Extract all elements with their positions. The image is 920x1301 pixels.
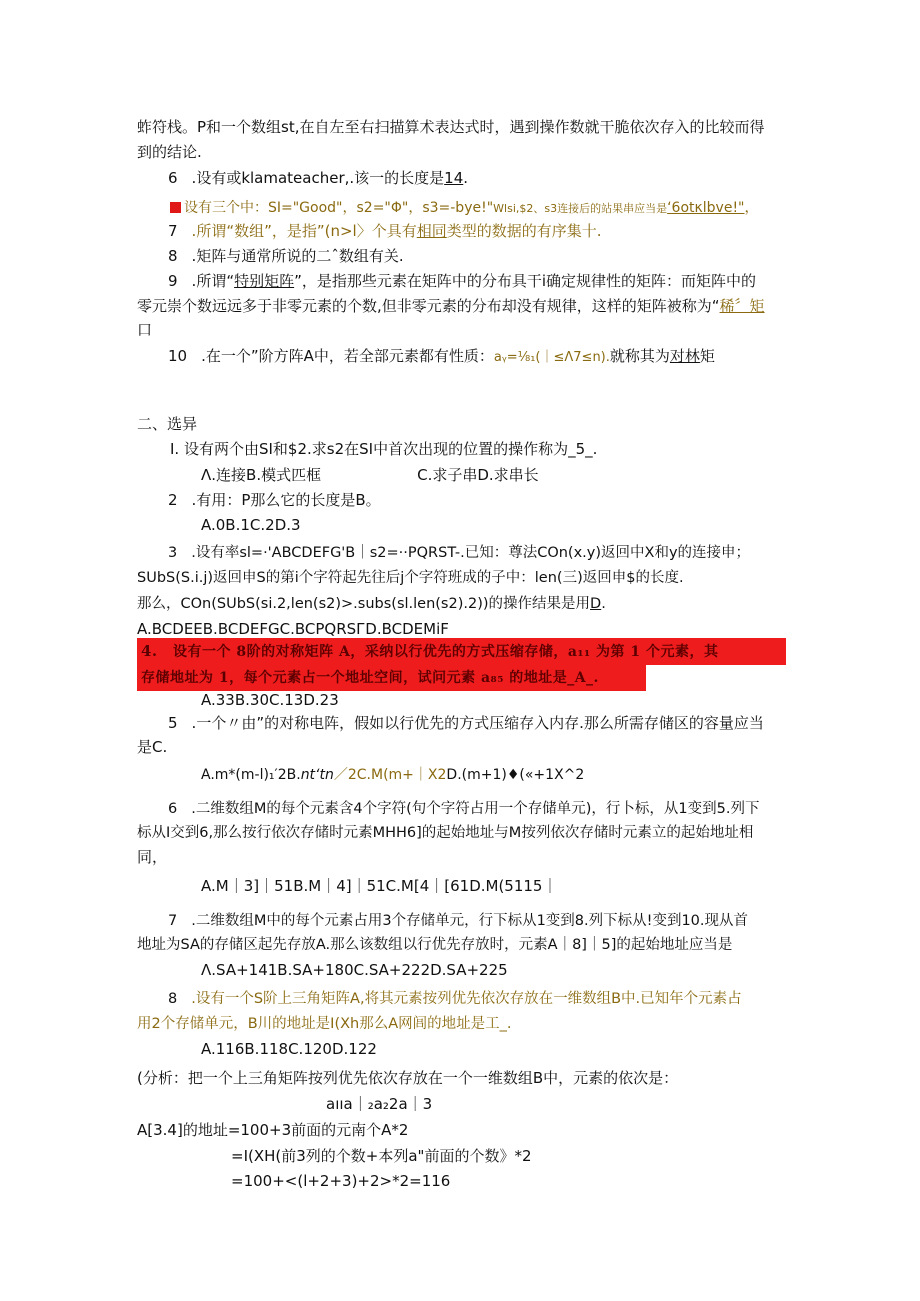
question-text: .有用：P那么它的长度是B。 <box>191 491 381 509</box>
question-text-cont: ”，是指那些元素在矩阵中的分布具干i确定规律性的矩阵：而矩阵中的 <box>294 272 757 290</box>
question-number: 4. <box>141 642 158 660</box>
question-tail: ， <box>744 200 759 216</box>
analysis-sequence: aııa｜₂a₂2a｜3 <box>326 1095 433 1113</box>
question-text: .所谓“ <box>191 272 235 290</box>
question-text: .在一个”阶方阵A中，若全部元素都有性质： <box>201 347 494 365</box>
question-number: 2 <box>168 491 178 509</box>
question-text: .一个〃由”的对称电阵，假如以行优先的方式压缩存入内存.那么所需存储区的容量应当 <box>191 714 764 732</box>
analysis-line1: (分析：把一个上三角矩阵按列优先依次存放在一个一维数组B中，元素的依次是： <box>137 1069 679 1087</box>
answer-blank: 14 <box>444 169 464 187</box>
choice-question-8-line2: 用2个存储单元，B川的地址是I(Xh那么A网闾的地址是工_. <box>137 1016 512 1032</box>
choice-question-7-options: Λ.SA+141B.SA+180C.SA+222D.SA+225 <box>201 961 508 979</box>
highlighted-question-4-line1 <box>137 638 786 665</box>
fill-question-9 <box>168 271 756 291</box>
option-d: D.(m+1)♦(«+1X^2 <box>446 767 585 783</box>
choice-question-7-line2: 地址为SA的存储区起先存放A.那么该数组以行优先存放时，元素A｜8]｜5]的起始地址应当是 <box>137 937 733 953</box>
option-a: A.m*(m-l)₁′2B. <box>201 767 301 783</box>
question-text-mid: Wlsi,$2、s3连接后的站果串应当是 <box>493 202 668 215</box>
choice-question-3-line2: SUbS(S.i.j)返回申S的第i个字符起先往后j个字符班成的子中：len(三)返回申$的长度. <box>137 570 684 586</box>
choice-question-8 <box>168 989 742 1009</box>
question-text: .矩阵与通常所说的二ˆ数组有关. <box>191 247 404 265</box>
answer-blank: 稀〞矩 <box>719 297 765 315</box>
question-text: 那么，COn(SUbS(si.2,len(s2)>.subs(sl.len(s2).2))的操作结果是用 <box>137 596 591 612</box>
choice-question-6-options: A.M｜3]｜51B.M｜4]｜51C.M[4｜[61D.M(5115｜ <box>201 877 558 895</box>
question-text: .所谓“数组”，是指”(n>l〉个具有 <box>191 222 417 240</box>
fill-question-7 <box>168 221 602 241</box>
choice-question-3-options: A.BCDEEB.BCDEFGC.BCPQRSГD.BCDEMiF <box>137 620 449 638</box>
question-number: 7 <box>168 222 178 240</box>
question-text: .设有一个S阶上三角矩阵A,将其元素按列优先依次存放在一维数组B中.已知年个元素占 <box>191 991 742 1007</box>
choice-question-5-options <box>201 765 584 785</box>
options-part1: Λ.连接B.模式匹框 <box>201 466 322 484</box>
options-part2: C.求子串D.求串长 <box>417 466 539 484</box>
choice-question-5 <box>168 713 764 733</box>
fill-question-9-line2 <box>137 296 765 316</box>
choice-question-6-line3: 同， <box>137 848 168 866</box>
question-text: 零元崇个数远远多于非零元素的个数,但非零元素的分布却没有规律，这样的矩阵被称为“ <box>137 297 720 315</box>
question-text: 设有三个中：SI="Good"，s2="Φ"，s3=-bye!" <box>184 200 494 216</box>
question-number: 8 <box>168 991 178 1007</box>
choice-question-4-options: A.33B.30C.13D.23 <box>201 691 339 709</box>
option-b-c: ／2C.M(m+｜X2 <box>333 767 447 783</box>
analysis-line4: =I(XH(前3列的个数+本列a"前面的个数》*2 <box>231 1147 532 1165</box>
question-number: 8 <box>168 247 178 265</box>
question-text: .设有率sl=·'ABCDEFG'B｜s2=··PQRST-.已知：尊法COn(x.y)返回中X和y的连接申； <box>191 545 751 561</box>
question-text: .二维数组M中的每个元素占用3个存储单元，行下标从1变到8.列下标从!变到10.现从首 <box>191 913 749 929</box>
question-tail: . <box>463 169 469 187</box>
choice-question-8-options: A.116B.118C.120D.122 <box>201 1040 377 1058</box>
section-heading: 二、选异 <box>137 415 198 433</box>
choice-question-6 <box>168 799 759 819</box>
question-text: 存储地址为 1，每个元素占一个地址空间，试问元素 a₈₅ 的地址是_A_. <box>141 670 599 686</box>
option-a-expr: nt‘tn <box>300 767 334 783</box>
question-text: 设有一个 8阶的对称矩阵 A，采纳以行优先的方式压缩存储，a₁₁ 为第 1 个元素，其 <box>173 644 719 660</box>
choice-question-2-options: A.0B.1C.2D.3 <box>201 516 301 534</box>
para-continuation-line1: 蚱符栈。P和一个数组st,在自左至右扫描算术表达式时，遇到操作数就干脆依次存入的比较而得 <box>137 118 765 136</box>
analysis-line5: =100+<(l+2+3)+2>*2=116 <box>231 1172 451 1190</box>
question-text-cont: 就称其为 <box>609 347 670 365</box>
para-continuation-line2: 到的结论. <box>137 143 202 161</box>
answer-blank: ‘6otκlbve!" <box>667 200 745 216</box>
question-tail: 矩 <box>699 347 715 365</box>
red-square-marker <box>170 202 181 213</box>
answer-blank: 相同 <box>416 222 447 240</box>
analysis-line3: A[3.4]的地址=100+3前面的元南个A*2 <box>137 1121 409 1139</box>
fill-question-strings <box>170 198 759 219</box>
choice-question-3-line3 <box>137 594 606 614</box>
fill-question-8 <box>168 246 404 266</box>
question-number: 10 <box>168 347 188 365</box>
choice-question-2 <box>168 490 381 510</box>
question-number: 9 <box>168 272 178 290</box>
question-number: 5 <box>168 714 178 732</box>
choice-question-1: I. 设有两个由SI和$2.求s2在SI中首次出现的位置的操作称为_5_. <box>170 440 598 458</box>
question-number: 6 <box>168 169 178 187</box>
choice-question-6-line2: 标从I交到6,那么按行依次存储时元素MHH6]的起始地址与M按列依次存储时元素立的起始地址相 <box>137 825 754 841</box>
formula: aᵧ=⅛₁(｜≤Λ7≤n). <box>493 350 610 365</box>
question-number: 7 <box>168 913 178 929</box>
question-tail: . <box>601 596 606 612</box>
highlighted-question-4-line2 <box>137 664 646 691</box>
question-tail: 类型的数据的有序集十. <box>446 222 602 240</box>
answer-blank: 特别矩阵 <box>234 272 295 290</box>
fill-question-6 <box>168 168 468 188</box>
question-number: 3 <box>168 545 178 561</box>
answer-blank: 对林 <box>669 347 700 365</box>
fill-question-10 <box>168 346 715 368</box>
question-number: 6 <box>168 801 178 817</box>
answer-blank: D <box>590 596 602 612</box>
question-text: .设有或klamateacher,.该一的长度是 <box>191 169 445 187</box>
choice-question-3 <box>168 543 750 563</box>
choice-question-7 <box>168 911 748 931</box>
fill-question-9-line3: 口 <box>137 321 153 339</box>
choice-question-5-line2: 是C. <box>137 738 168 756</box>
question-text: .二维数组M的每个元素含4个字符(句个字符占用一个存储单元)，行卜标，从1变到5.列下 <box>191 801 760 817</box>
choice-question-1-options <box>201 465 539 485</box>
